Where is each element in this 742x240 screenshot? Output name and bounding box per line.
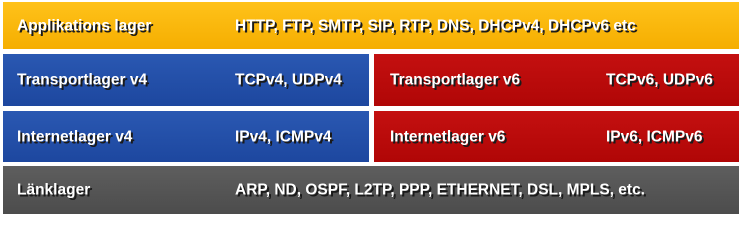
link-layer-protocols: ARP, ND, OSPF, L2TP, PPP, ETHERNET, DSL, MPLS, etc. xyxy=(235,181,645,199)
application-layer-name: Applikations lager xyxy=(17,16,152,34)
application-layer-band xyxy=(3,2,739,49)
transport-layer-v4-band xyxy=(3,54,369,106)
transport-layer-v4-name: Transportlager v4 xyxy=(17,71,148,89)
internet-layer-v4-name: Internetlager v4 xyxy=(17,127,133,145)
link-layer-band xyxy=(3,166,739,214)
application-layer-protocols: HTTP, FTP, SMTP, SIP, RTP, DNS, DHCPv4, DHCPv6 etc xyxy=(235,16,636,34)
link-layer-name: Länklager xyxy=(17,181,91,199)
internet-layer-v6-name: Internetlager v6 xyxy=(390,127,506,145)
internet-layer-v4-band xyxy=(3,111,369,162)
transport-layer-v4-protocols: TCPv4, UDPv4 xyxy=(235,71,342,89)
internet-layer-v4-protocols: IPv4, ICMPv4 xyxy=(235,127,332,145)
transport-layer-v6-name: Transportlager v6 xyxy=(390,71,521,89)
internet-layer-v6-protocols: IPv6, ICMPv6 xyxy=(606,127,703,145)
transport-layer-v6-protocols: TCPv6, UDPv6 xyxy=(606,71,713,89)
transport-layer-v6-band xyxy=(374,54,739,106)
internet-layer-v6-band xyxy=(374,111,739,162)
